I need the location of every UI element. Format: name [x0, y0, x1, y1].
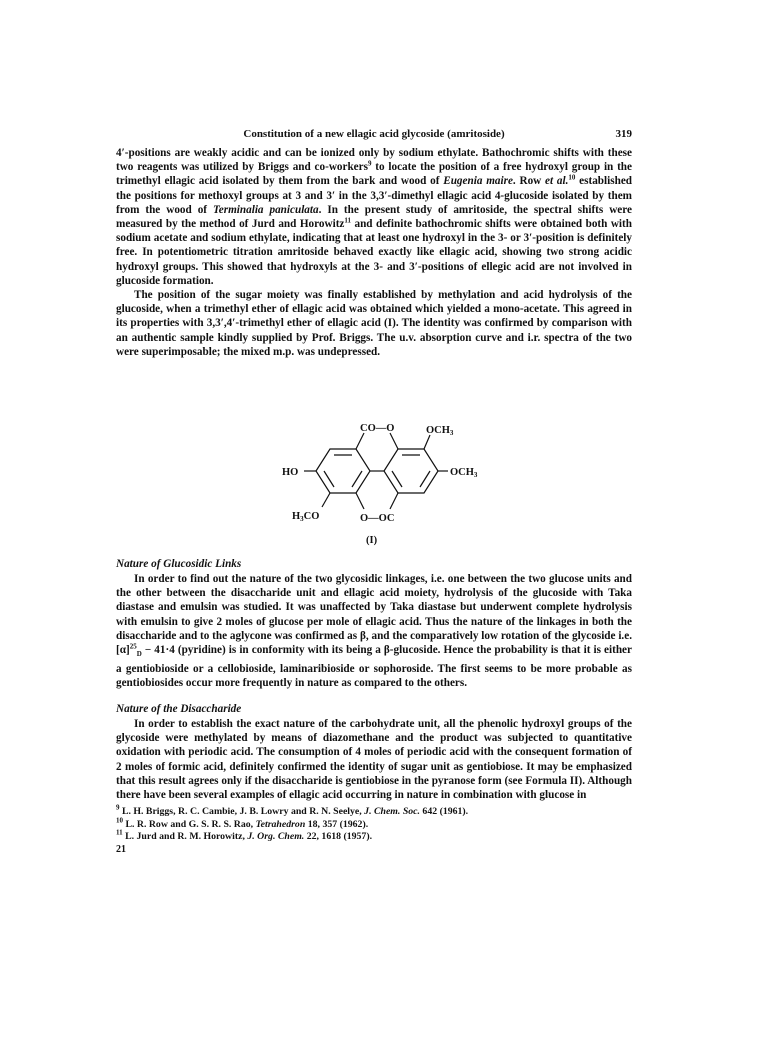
- ref-mark: 11: [344, 216, 352, 225]
- h3co-label: H3CO: [292, 511, 320, 524]
- paragraph-3: In order to find out the nature of the two glycosidic linkages, i.e. one between the two glucose units and the other between the disaccharide unit and ellagic acid moiety, hydrolysis of the glucoside with Taka diastase and emulsin was studied. It was unaffected by Taka diastase but underwent complete hydrolysis with emulsin to give 2 moles of glucose per mole of ellagic acid. Thus the nature of the linkages in both the disaccharide and to the aglycone was confirmed as β, and the comparatively low rotation of the glycoside i.e. $[\alpha]^{25}_D - 41\cdot 4$ (pyridine) is in conformity with its being a β-glucoside. Hence the probability is that it is either a gentiobioside or a cellobioside, laminaribioside or sophoroside. The first seems to be more probable as gentiobiosides occur more frequently in nature as compared to the others.: [116, 573, 632, 689]
- footnote: $^{10}$ L. R. Row and G. S. R. S. Rao, Tetrahedron 18, 357 (1962).: [116, 816, 369, 830]
- o-oc-label: O—OC: [360, 513, 395, 525]
- page-number: 319: [615, 128, 632, 140]
- footnote: $^{11}$ L. Jurd and R. M. Horowitz, J. Org. Chem. 22, 1618 (1957).: [116, 828, 373, 843]
- running-title: Constitution of a new ellagic acid glycoside (amritoside): [243, 128, 505, 140]
- och3-top-label: OCH3: [426, 425, 454, 438]
- ref-mark: 10: [568, 173, 576, 182]
- footnote: $^9$ L. H. Briggs, R. C. Cambie, J. B. Lowry and R. N. Seelye, J. Chem. Soc. 642 (1961).: [116, 803, 469, 818]
- folio: 21: [116, 843, 126, 855]
- page: [116, 128, 632, 856]
- paragraph-2: The position of the sugar moiety was finally established by methylation and acid hydrolysis of the glucoside, when a trimethyl ether of ellagic acid was obtained which yielded a mono-acetate. This agreed in its properties with 3,3′,4′-trimethyl ether of ellagic acid (I). The identity was confirmed by comparison with an authentic sample kindly supplied by Prof. Briggs. The u.v. absorption curve and i.r. spectra of the two were superimposable; the mixed m.p. was undepressed.: [116, 289, 632, 358]
- structure-figure-I: [116, 359, 632, 555]
- section-heading-disaccharide: Nature of the Disaccharide: [116, 702, 242, 715]
- figure-label: (I): [366, 535, 378, 547]
- footnotes: [116, 803, 632, 856]
- ellagic-acid-trimethyl-ether-structure: [116, 359, 632, 555]
- och3-right-label: OCH3: [450, 467, 478, 480]
- paragraph-1: 4′-positions are weakly acidic and can be ionized only by sodium ethylate. Bathochromic shifts with these two reagents was utilized by Briggs and co-workers$^9$ to locate the position of a free hydroxyl group in the trimethyl ellagic acid isolated by them from the bark and wood of Eugenia maire. Row et al.$^{10}$ established the positions for methoxyl groups at 3 and 3′ in the 3,3′-dimethyl ellagic acid 4-glucoside isolated by them from the wood of Terminalia paniculata. In the present study of amritoside, the spectral shifts were measured by the method of Jurd and Horowitz$^{11}$ and definite bathochromic shifts were obtained both with sodium acetate and sodium ethylate, indicating that at least one hydroxyl in the 3- or 3′-position is definitely free. In potentiometric titration amritoside behaved exactly like ellagic acid, showing two strong acidic hydroxyl groups. This showed that hydroxyls at the 3- and 3′-positions of ellegic acid are not involved in glucoside formation.: [116, 147, 633, 287]
- paragraph-4: In order to establish the exact nature of the carbohydrate unit, all the phenolic hydroxyl groups of the glycoside were methylated by means of diazomethane and the product was subjected to quantitative oxidation with periodic acid. The consumption of 4 moles of periodic acid with the consequent formation of 2 moles of formic acid, definitely confirmed the identity of sugar unit as gentiobiose. It may be emphasized that this result agrees only if the disaccharide is gentiobiose in the pyranose form (see Formula II). Although there have been several examples of ellagic acid occurring in nature in combination with glucose in: [116, 717, 632, 801]
- running-header: [116, 128, 632, 146]
- section-heading-glucosidic-links: Nature of Glucosidic Links: [116, 558, 242, 571]
- ho-label: HO: [282, 467, 299, 479]
- ref-mark: 9: [367, 159, 372, 168]
- co-o-label: CO—O: [360, 423, 395, 435]
